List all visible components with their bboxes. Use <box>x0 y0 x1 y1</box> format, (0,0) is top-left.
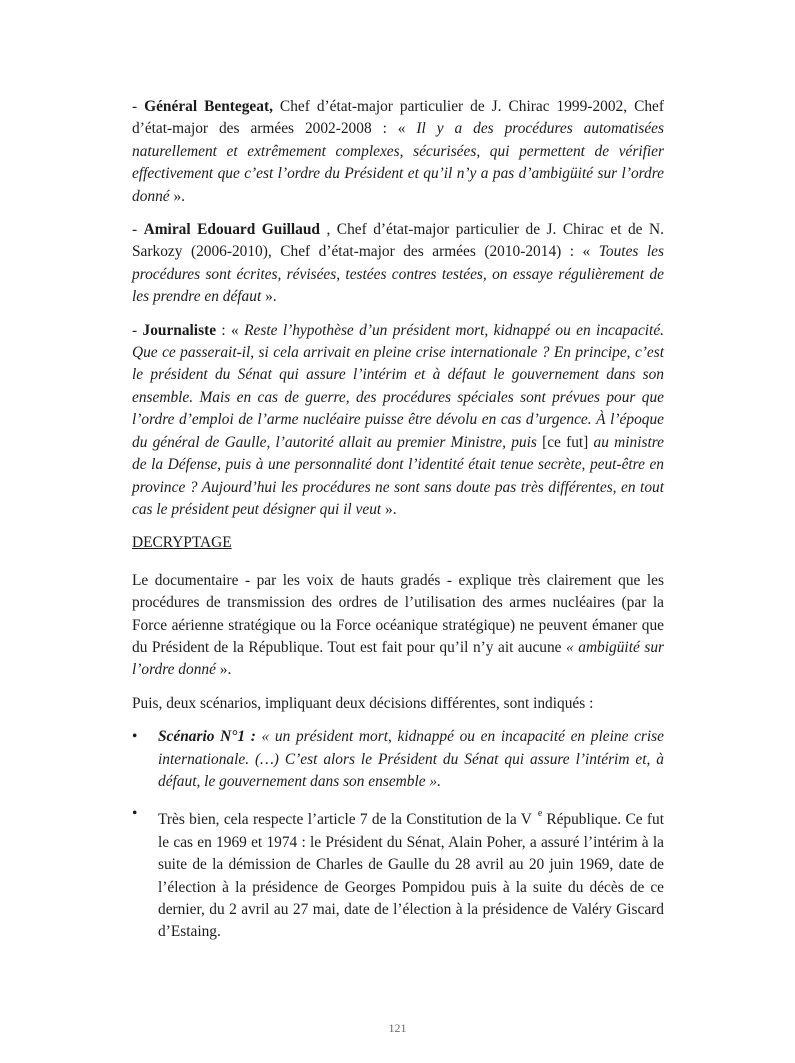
dash: - <box>132 221 144 239</box>
quote-text: Reste l’hypothèse d’un président mort, kidnappé ou en incapacité. Que ce passerait-il, si cela arrivait en pleine crise internationale ? En principe, c’est le président du Sénat qui assure l’intérim et à défaut le gouvernement dans son ensemble. Mais en cas de guerre, des procédures spéciales sont prévues pour que l’ordre d’emploi de l’arme nucléaire puisse être dévolu en cas d’urgence. À l’époque du général de Gaulle, l’autorité allait au premier Ministre, puis <box>132 321 665 451</box>
quote-text: Il y a des procédures automatisées naturellement et extrêmement complexes, sécurisées, qui permettent de vérifier effectivement que c’est l’ordre du Président et qu’il n’y a pas d’ambigüité sur l’ordre donné <box>132 120 664 205</box>
quote-text: Toutes les procédures sont écrites, révisées, testées contres testées, on essaye régulièrement de les prendre en défaut <box>132 243 665 306</box>
quote-open: : « <box>216 321 245 339</box>
quote-close: ». <box>261 288 277 306</box>
speaker-name: Journaliste <box>142 321 217 339</box>
list-item <box>132 726 664 793</box>
speaker-name: Amiral Edouard Guillaud <box>143 221 320 239</box>
speaker-name: Général Bentegeat, <box>144 98 273 115</box>
dash: - <box>132 98 145 115</box>
document-page <box>132 96 664 954</box>
quote-close: ». <box>381 500 397 518</box>
dash: - <box>132 321 143 339</box>
inline-quote: « ambigüité sur l’ordre donné <box>132 638 665 679</box>
speaker-role: , Chef d’état-major particulier de J. Chirac et de N. Sarkozy (2006-2010), Chef d’état-major des armées (2010-2014) : « <box>132 221 664 261</box>
superscript: e <box>537 808 543 820</box>
list-item <box>132 803 664 943</box>
quote-journalist <box>132 320 664 522</box>
scenario-label: Scénario N°1 : <box>158 728 256 746</box>
bullet-marker: • <box>132 805 138 823</box>
bullet-marker: • <box>132 728 138 746</box>
paragraph-text: Le documentaire - par les voix de hauts gradés - explique très clairement que les procédures de transmission des ordres de l’utilisation des armes nucléaires (par la Force aérienne stratégique ou la Force océanique stratégique) ne peuvent émaner que du Président de la République. Tout est fait pour qu’il n’y ait aucune <box>132 571 664 656</box>
editorial-bracket: [ce fut] <box>536 433 594 451</box>
section-heading: DECRYPTAGE <box>132 534 232 552</box>
scenario-quote: « un président mort, kidnappé ou en incapacité en pleine crise internationale. (…) C’est alors le Président du Sénat qui assure l’intérim et, à défaut, le gouvernement dans son ensemble ». <box>158 728 664 790</box>
quote-close: ». <box>215 661 232 679</box>
paragraph-intro <box>132 570 664 682</box>
speaker-role: Chef d’état-major particulier de J. Chirac 1999-2002, Chef d’état-major des armées 2002-2008 : « <box>132 98 664 138</box>
quote-guillaud <box>132 219 664 309</box>
quote-close: ». <box>169 187 186 205</box>
list-text: Très bien, cela respecte l’article 7 de la Constitution de la V <box>158 811 532 829</box>
bullet-list <box>132 726 664 944</box>
list-text: République. Ce fut le cas en 1969 et 1974 : le Président du Sénat, Alain Poher, a assuré l’intérim à la suite de la démission de Charles de Gaulle du 28 avril au 20 juin 1969, date de l’élection à la présidence de Georges Pompidou puis à la suite du décès de ce dernier, du 2 avril au 27 mai, date de l’élection à la présidence de Valéry Giscard d’Estaing. <box>158 811 664 941</box>
scenario-text <box>158 728 664 790</box>
quote-bentegeat <box>132 96 664 208</box>
page-number: 121 <box>388 1021 407 1035</box>
quote-text: au ministre de la Défense, puis à une personnalité dont l’identité était tenue secrète, peut-être en province ? Aujourd’hui les procédures ne sont sans doute pas très différentes, en tout cas le président peut désigner qui il veut <box>132 433 664 518</box>
paragraph-scenarios: Puis, deux scénarios, impliquant deux décisions différentes, sont indiqués : <box>132 694 594 712</box>
